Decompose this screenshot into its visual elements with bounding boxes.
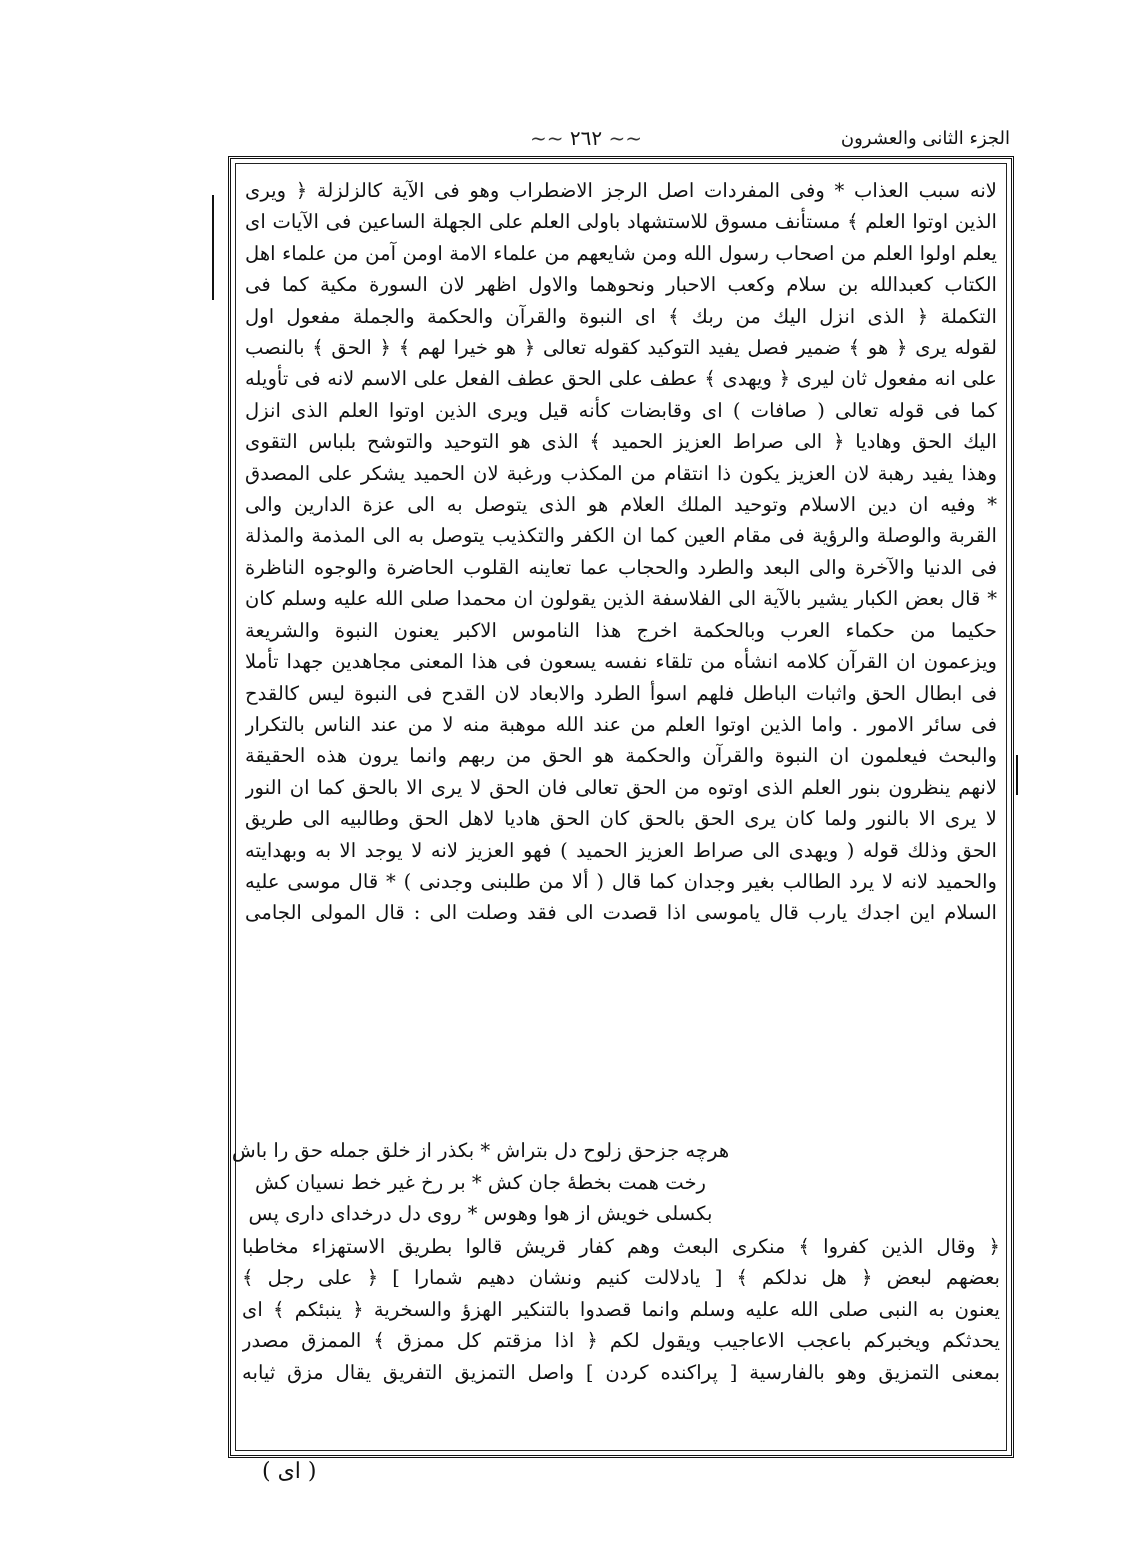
margin-mark: [212, 195, 214, 300]
text-line: وهذا يفيد رهبة لان العزيز يكون ذا انتقام من المكذب ورغبة لان الحميد يشكر على المصدق: [245, 461, 997, 485]
text-line: يعنون به النبى صلى الله عليه وسلم وانما قصدوا بالتنكير الهزؤ والسخرية ﴿ ينبئكم ﴾ اى: [242, 1297, 1000, 1321]
text-line: فى سائر الامور . واما الذين اوتوا العلم من عند الله موهبة منه لا من عند الناس بالتكرار: [245, 712, 997, 736]
text-line: بمعنى التمزيق وهو بالفارسية [ پراكنده كردن ] واصل التمزيق التفريق يقال مزق ثيابه: [242, 1360, 1000, 1384]
body-paragraph-top: [245, 175, 997, 929]
text-line: القربة والوصلة والرؤية فى مقام العين كما ان الكفر والتكذيب يتوصل به الى المذمة والمذلة: [245, 524, 997, 548]
text-line: فى ابطال الحق واثبات الباطل فلهم اسوأ الطرد والابعاد لان القدح فى النبوة ليس كالقدح: [245, 681, 997, 705]
ornament-left-icon: ~~: [608, 126, 642, 150]
text-line: لانه سبب العذاب * وفى المفردات اصل الرجز الاضطراب وهو فى الآية كالزلزلة ﴿ ويرى: [245, 179, 997, 202]
text-line: الحق وذلك قوله ( ويهدى الى صراط العزيز الحميد ) فهو العزيز لانه لا يوجد الا به وبهدايته: [245, 838, 997, 862]
page-number: ٢٦٢: [569, 126, 603, 150]
margin-mark: [1016, 755, 1018, 795]
ornament-right-icon: ~~: [530, 126, 564, 150]
text-line: التكملة ﴿ الذى انزل اليك من ربك ﴾ اى النبوة والقرآن والحكمة والجملة مفعول اول: [245, 304, 997, 328]
text-line: لا يرى الا بالنور ولما كان يرى الحق بالحق كان الحق هاديا لاهل الحق وطالبيه الى طريق: [245, 807, 997, 831]
poem-verses: [70, 1135, 891, 1230]
text-line: الكتاب كعبدالله بن سلام وكعب الاحبار ونحوهما والاول اظهر لان السورة مكية كما فى: [245, 273, 997, 297]
poem-line: هرچه جزحق زلوح دل بتراش * بكذر از خلق جمله حق را باش: [231, 1139, 730, 1162]
catchword: ( اى ): [262, 1459, 317, 1484]
text-line: * قال بعض الكبار يشير بالآية الى الفلاسفة الذين يقولون ان محمدا صلى الله عليه وسلم كان: [245, 587, 997, 611]
text-line: ويزعمون ان القرآن كلامه انشأه من تلقاء نفسه يسعون فى هذا المعنى مجاهدين جهدا تأملا: [245, 650, 997, 674]
text-line: كما فى قوله تعالى ( صافات ) اى وقابضات كأنه قيل ويرى الذين اوتوا العلم الذى انزل: [245, 398, 997, 422]
text-line: اليك الحق وهاديا ﴿ الى صراط العزيز الحميد ﴾ الذى هو التوحيد والتوشح بلباس التقوى: [245, 430, 997, 454]
poem-line: بكسلى خويش از هوا وهوس * روى دل درخداى دارى پس: [248, 1202, 713, 1225]
page-number-group: [530, 126, 642, 150]
text-line: والبحث فيعلمون ان النبوة والقرآن والحكمة هو الحق من ربهم وانما يرون هذه الحقيقة: [245, 744, 997, 768]
text-line: الذين اوتوا العلم ﴾ مستأنف مسوق للاستشهاد باولى العلم على الجهلة الساعين فى الآيات اى: [245, 210, 997, 234]
text-line: فى الدنيا والآخرة والى البعد والطرد والحجاب عما تعاينه القلوب الحاضرة والوجوه الناظرة: [245, 555, 997, 579]
text-line: حكيما من حكماء العرب وبالحكمة اخرج هذا الناموس الاكبر يعنون النبوة والشريعة: [245, 618, 997, 642]
text-line: * وفيه ان دين الاسلام وتوحيد الملك العلام هو الذى يتوصل به الى عزة الدارين والى: [245, 493, 997, 517]
text-line: والحميد لانه لا يرد الطالب بغير وجدان كما قال ( ألا من طلبنى وجدنى ) * قال موسى عليه: [245, 869, 997, 893]
body-paragraph-bottom: [242, 1231, 1000, 1555]
text-line: بعضهم لبعض ﴿ هل ندلكم ﴾ [ يادلالت كنيم ونشان دهيم شمارا ] ﴿ على رجل ﴾: [242, 1266, 1000, 1290]
text-line: يعلم اولوا العلم من اصحاب رسول الله ومن شايعهم من علماء الامة اومن آمن من علماء اهل: [245, 241, 997, 265]
text-line: لانهم ينظرون بنور العلم الذى اوتوه من الحق تعالى فان الحق لا يرى الا بالحق كما ان النور: [245, 775, 997, 799]
text-line: ﴿ وقال الذين كفروا ﴾ منكرى البعث وهم كفار قريش قالوا بطريق الاستهزاء مخاطبا: [242, 1235, 1000, 1258]
text-line: على انه مفعول ثان ليرى ﴿ ويهدى ﴾ عطف على الحق عطف الفعل على الاسم لانه فى تأويله: [245, 367, 997, 391]
text-line: يحدثكم ويخبركم باعجب الاعاجيب ويقول لكم ﴿ اذا مزقتم كل ممزق ﴾ الممزق مصدر: [242, 1329, 1000, 1353]
poem-line: رخت همت بخطهٔ جان كش * بر رخ غير خط نسيان كش: [254, 1170, 707, 1194]
text-line: السلام اين اجدك يارب قال ياموسى اذا قصدت الى فقد وصلت الى : قال المولى الجامى: [245, 901, 997, 925]
page-header: [230, 122, 1010, 158]
text-line: لقوله يرى ﴿ هو ﴾ ضمير فصل يفيد التوكيد كقوله تعالى ﴿ هو خيرا لهم ﴾ ﴿ الحق ﴾ بالنصب: [245, 336, 997, 360]
juz-label: الجزء الثانى والعشرون: [840, 128, 1010, 149]
